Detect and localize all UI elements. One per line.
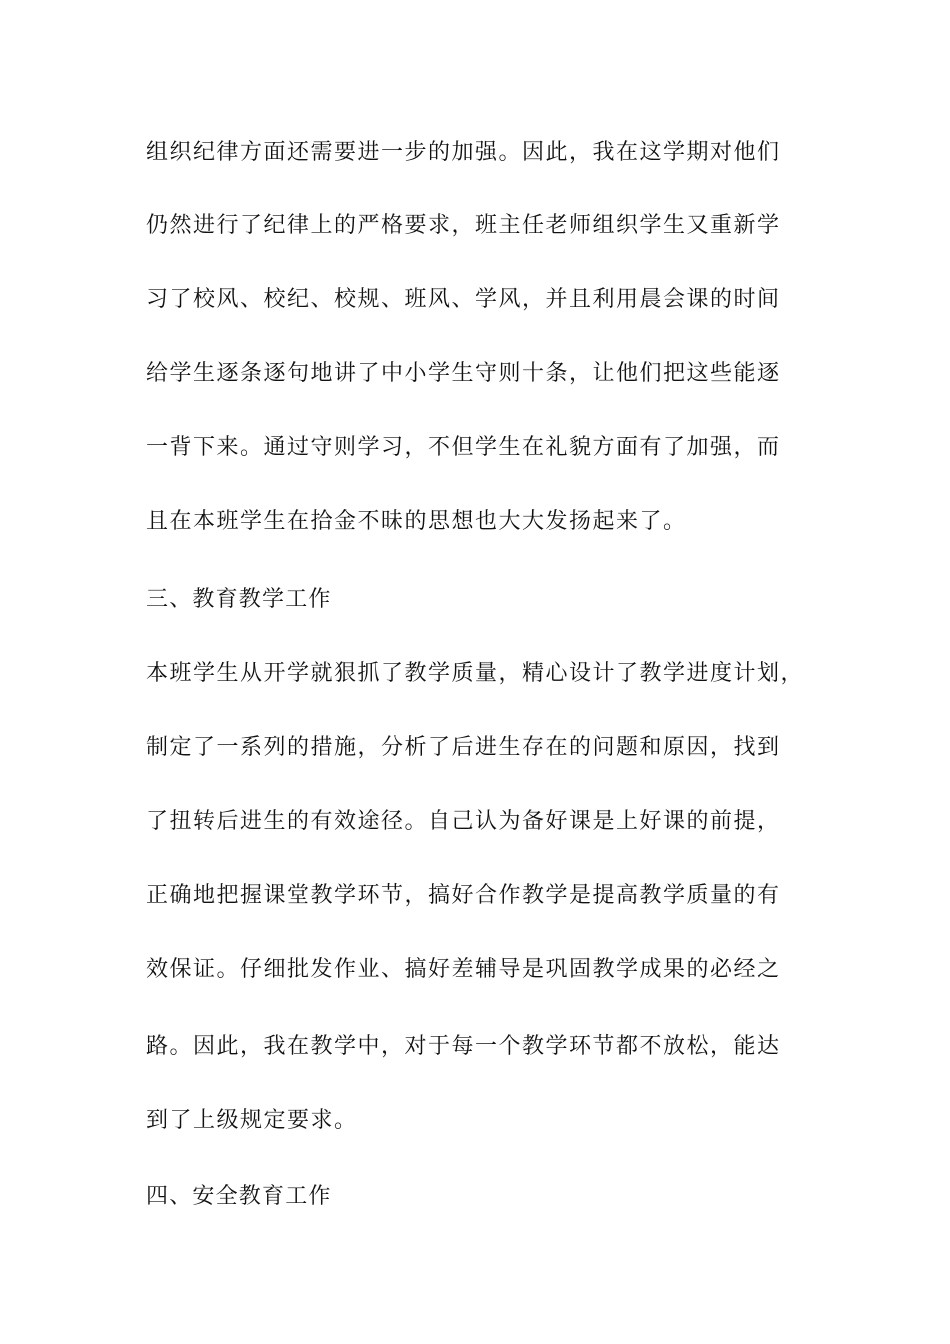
paragraph-line: 到了上级规定要求。 <box>146 1108 358 1133</box>
paragraph-line: 习了校风、校纪、校规、班风、学风，并且利用晨会课的时间 <box>146 287 781 312</box>
paragraph-line: 路。因此，我在教学中，对于每一个教学环节都不放松，能达 <box>146 1034 781 1059</box>
paragraph-line: 给学生逐条逐句地讲了中小学生守则十条，让他们把这些能逐 <box>146 361 781 386</box>
section-heading-3: 三、教育教学工作 <box>146 587 332 612</box>
section-heading-4: 四、安全教育工作 <box>146 1184 332 1209</box>
paragraph-line: 一背下来。通过守则学习，不但学生在礼貌方面有了加强，而 <box>146 435 781 460</box>
paragraph-line: 正确地把握课堂教学环节，搞好合作教学是提高教学质量的有 <box>146 883 781 908</box>
paragraph-line: 了扭转后进生的有效途径。自己认为备好课是上好课的前提， <box>146 809 781 834</box>
paragraph-line: 效保证。仔细批发作业、搞好差辅导是巩固教学成果的必经之 <box>146 957 781 982</box>
paragraph-line: 本班学生从开学就狠抓了教学质量，精心设计了教学进度计划， <box>146 661 805 686</box>
paragraph-line: 组织纪律方面还需要进一步的加强。因此，我在这学期对他们 <box>146 140 781 165</box>
paragraph-line: 仍然进行了纪律上的严格要求，班主任老师组织学生又重新学 <box>146 213 781 238</box>
paragraph-line: 且在本班学生在拾金不昧的思想也大大发扬起来了。 <box>146 509 687 534</box>
paragraph-line: 制定了一系列的措施，分析了后进生存在的问题和原因，找到 <box>146 735 781 760</box>
